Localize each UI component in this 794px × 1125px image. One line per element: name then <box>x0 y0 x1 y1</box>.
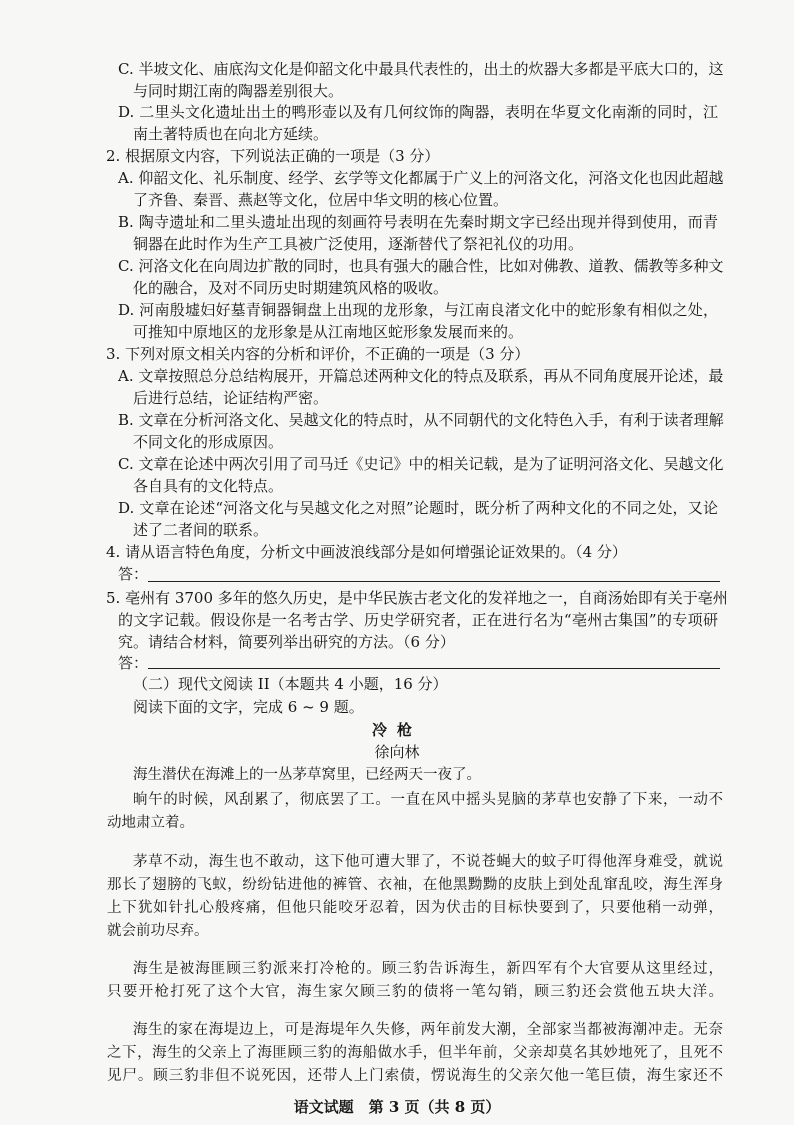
story-author: 徐向林 <box>374 743 420 761</box>
story-paragraph-5-line1: 海生的家在海堤边上，可是海堤年久失修，两年前发大潮，全部家当都被海潮冲走。无奈 <box>133 1022 723 1038</box>
q3-option-c-line1: C. 文章在论述中两次引用了司马迁《史记》中的相关记载，是为了证明河洛文化、吴越文化 <box>118 455 724 473</box>
q3-option-b-line2: 不同文化的形成原因。 <box>133 433 284 451</box>
story-paragraph-2-line2: 动地肃立着。 <box>107 815 194 831</box>
q2-option-a-line1: A. 仰韶文化、礼乐制度、经学、玄学等文化都属于广义上的河洛文化，河洛文化也因此超越 <box>118 169 724 187</box>
q1-option-c-line2: 与同时期江南的陶器差别很大。 <box>133 82 344 100</box>
story-paragraph-3-line4: 就会前功尽弃。 <box>107 923 209 939</box>
q2-option-d-line2: 可推知中原地区的龙形象是从江南地区蛇形象发展而来的。 <box>133 323 524 341</box>
story-paragraph-3-line1: 茅草不动，海生也不敢动，这下他可遭大罪了，不说苍蝇大的蚊子叮得他浑身难受，就说 <box>133 854 723 870</box>
q2-option-b-line1: B. 陶寺遗址和二里头遗址出现的刻画符号表明在先秦时期文字已经出现并得到使用，而青 <box>118 213 718 231</box>
story-paragraph-3-line2: 那长了翅膀的飞蚁，纷纷钻进他的裤管、衣袖，在他黑黝黝的皮肤上到处乱窜乱咬，海生浑身 <box>107 877 723 893</box>
story-paragraph-5-line3: 见尸。顾三豹非但不说死因，还带人上门索债，愣说海生的父亲欠他一笔巨债，海生家还不 <box>107 1068 723 1084</box>
story-paragraph-5-line2: 之下，海生的父亲上了海匪顾三豹的海船做水手，但半年前，父亲却莫名其妙地死了，且死不 <box>107 1045 723 1061</box>
q2-option-a-line2: 了齐鲁、秦晋、燕赵等文化，位居中华文明的核心位置。 <box>133 191 509 209</box>
q5-answer-line[interactable] <box>148 668 720 669</box>
q5-stem-line3: 究。请结合材料，简要列举出研究的方法。（6 分） <box>118 633 455 651</box>
q4-answer-label: 答： <box>118 565 149 583</box>
q3-option-a-line1: A. 文章按照总分总结构展开，开篇总述两种文化的特点及联系，再从不同角度展开论述，最 <box>118 367 724 385</box>
q4-answer-line[interactable] <box>148 581 720 582</box>
q2-option-d-line1: D. 河南殷墟妇好墓青铜器铜盘上出现的龙形象，与江南良渚文化中的蛇形象有相似之处， <box>118 301 718 319</box>
q3-option-d-line1: D. 文章在论述“河洛文化与吴越文化之对照”论题时，既分析了两种文化的不同之处，又论 <box>118 499 718 517</box>
q2-option-c-line2: 化的融合，及对不同历史时期建筑风格的吸收。 <box>133 279 449 297</box>
q1-option-c-line1: C. 半坡文化、庙底沟文化是仰韶文化中最具代表性的，出土的炊器大多都是平底大口的，这 <box>118 60 724 78</box>
q1-option-d-line1: D. 二里头文化遗址出土的鸭形壶以及有几何纹饰的陶器，表明在华夏文化南渐的同时，江 <box>118 103 718 121</box>
story-paragraph-1: 海生潜伏在海滩上的一丛茅草窝里，已经两天一夜了。 <box>133 767 481 783</box>
section2-heading: （二）现代文阅读 II（本题共 4 小题，16 分） <box>133 675 448 693</box>
q5-stem-line1: 5. 亳州有 3700 多年的悠久历史，是中华民族古老文化的发祥地之一，自商汤始即有关于亳州 <box>106 589 728 607</box>
q3-option-c-line2: 各自具有的文化特点。 <box>133 477 284 495</box>
story-paragraph-3-line3: 上下犹如针扎心般疼痛，但他只能咬牙忍着，因为伏击的目标快要到了，只要他稍一动弹， <box>107 900 723 916</box>
q3-stem: 3. 下列对原文相关内容的分析和评价，不正确的一项是（3 分） <box>106 345 530 363</box>
story-paragraph-2-line1: 晌午的时候，风刮累了，彻底罢了工。一直在风中摇头晃脑的茅草也安静了下来，一动不 <box>133 792 723 808</box>
q2-option-c-line1: C. 河洛文化在向周边扩散的同时，也具有强大的融合性，比如对佛教、道教、儒教等多种文 <box>118 257 724 275</box>
q1-option-d-line2: 南土著特质也在向北方延续。 <box>133 125 329 143</box>
q2-stem: 2. 根据原文内容，下列说法正确的一项是（3 分） <box>106 147 440 165</box>
story-paragraph-4-line2: 只要开枪打死了这个大官，海生家欠顾三豹的债将一笔勾销，顾三豹还会赏他五块大洋。 <box>107 984 723 1000</box>
page-footer: 语文试题 第 3 页（共 8 页） <box>293 1098 501 1116</box>
q5-stem-line2: 的文字记载。假设你是一名考古学、历史学研究者，正在进行名为“亳州古集国”的专项研 <box>118 611 718 629</box>
q4-stem: 4. 请从语言特色角度，分析文中画波浪线部分是如何增强论证效果的。（4 分） <box>106 543 627 561</box>
q2-option-b-line2: 铜器在此时作为生产工具被广泛使用，逐渐替代了祭祀礼仪的功用。 <box>133 235 584 253</box>
q3-option-d-line2: 述了二者间的联系。 <box>133 521 269 539</box>
section2-instruction: 阅读下面的文字，完成 6 ~ 9 题。 <box>133 698 364 716</box>
q5-answer-label: 答： <box>118 654 149 672</box>
story-paragraph-4-line1: 海生是被海匪顾三豹派来打冷枪的。顾三豹告诉海生，新四军有个大官要从这里经过， <box>133 961 723 977</box>
story-title: 冷枪 <box>371 721 422 739</box>
q3-option-a-line2: 后进行总结，论证结构严密。 <box>133 389 329 407</box>
q3-option-b-line1: B. 文章在分析河洛文化、吴越文化的特点时，从不同朝代的文化特色入手，有利于读者理解 <box>118 411 724 429</box>
